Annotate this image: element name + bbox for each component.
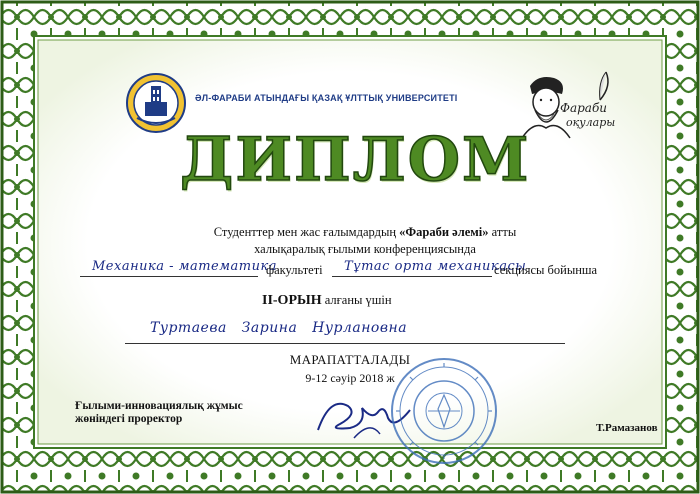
official-stamp [388, 355, 500, 467]
award-place [262, 293, 392, 309]
signatory-name: Т.Рамазанов [596, 422, 658, 434]
signatory-title [75, 400, 243, 426]
place-value: II-ОРЫН [262, 293, 322, 308]
faculty-value: Механика - математика [92, 259, 277, 274]
university-emblem [125, 72, 187, 134]
faculty-label: факультеті [266, 263, 323, 277]
diploma-title: ДИПЛОМ [180, 125, 531, 195]
award-date: 9-12 сәуір 2018 ж [305, 371, 395, 385]
signatory-title-line1: Ғылыми-инновациялық жұмыс [75, 400, 243, 412]
university-name: ӘЛ-ФАРАБИ АТЫНДАҒЫ ҚАЗАҚ ҰЛТТЫҚ УНИВЕРСИТЕТІ [195, 93, 458, 103]
conference-name: «Фараби әлемі» [399, 225, 489, 239]
logo-lettering: оқулары [566, 116, 616, 129]
intro-text: атты [488, 225, 517, 239]
award-text: МАРАПАТТАЛАДЫ [289, 352, 411, 367]
intro-text: халықаралық ғылыми конференциясында [254, 242, 476, 256]
recipient-underline [125, 343, 565, 344]
faculty-underline [80, 276, 258, 277]
section-label: секциясы бойынша [494, 263, 598, 277]
section-value: Тұтас орта механикасы [344, 259, 527, 274]
intro-text: Студенттер мен жас ғалымдардың [213, 225, 400, 239]
logo-lettering: Фараби [560, 101, 608, 115]
signatory-title-line2: жөніндегі проректор [75, 413, 183, 425]
place-label: алғаны үшін [321, 293, 392, 307]
conference-description [175, 224, 555, 258]
section-underline [332, 276, 492, 277]
recipient-name: Туртаева Зарина Нурлановна [150, 320, 408, 336]
